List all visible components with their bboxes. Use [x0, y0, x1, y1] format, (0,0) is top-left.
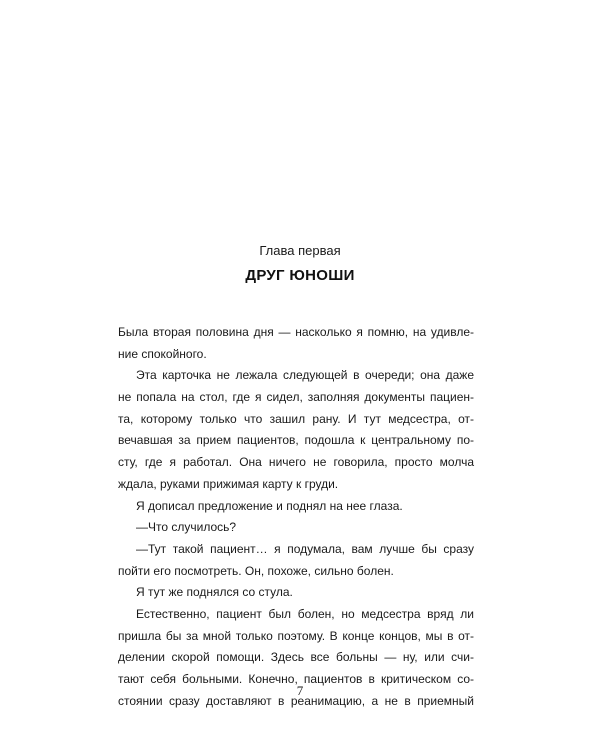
text-line: тают себя больными. Конечно, пациентов в критическом со-	[118, 672, 474, 686]
text-line: стоянии сразу доставляют в реанимацию, а не в приемный	[118, 693, 474, 708]
text-line: пойти его посмотреть. Он, похоже, сильно болен.	[118, 563, 394, 578]
text-line: ние спокойного.	[118, 346, 207, 361]
text-line: та, которому только что зашил рану. И тут медсестра, от-	[118, 411, 474, 426]
text-line: сту, где я работал. Она ничего не говорила, просто молча	[118, 455, 474, 470]
text-line: Я тут же поднялся со стула.	[136, 585, 293, 600]
chapter-label: Глава первая	[259, 243, 341, 258]
text-line: —Что случилось?	[136, 520, 237, 535]
text-line: ждала, руками прижимая карту к груди.	[118, 476, 339, 491]
text-line: пришла бы за мной только поэтому. В конце концов, мы в от-	[118, 628, 474, 643]
text-line: Эта карточка не лежала следующей в очереди; она даже	[136, 368, 474, 383]
text-line: Естественно, пациент был болен, но медсестра вряд ли	[136, 606, 474, 621]
text-line: Была вторая половина дня — насколько я помню, на удивле-	[118, 325, 474, 339]
text-line: не попала на стол, где я сидел, заполняя документы пациен-	[118, 390, 474, 405]
text-line: Я дописал предложение и поднял на нее глаза.	[136, 498, 403, 513]
text-line: делении скорой помощи. Здесь все больны — ну, или счи-	[118, 650, 474, 665]
page-number: 7	[296, 683, 304, 698]
text-line: вечавшая за прием пациентов, подошла к центральному по-	[118, 433, 474, 448]
chapter-title: ДРУГ ЮНОШИ	[245, 267, 355, 284]
text-line: —Тут такой пациент… я подумала, вам лучше бы сразу	[136, 541, 474, 556]
body-text	[118, 322, 474, 712]
